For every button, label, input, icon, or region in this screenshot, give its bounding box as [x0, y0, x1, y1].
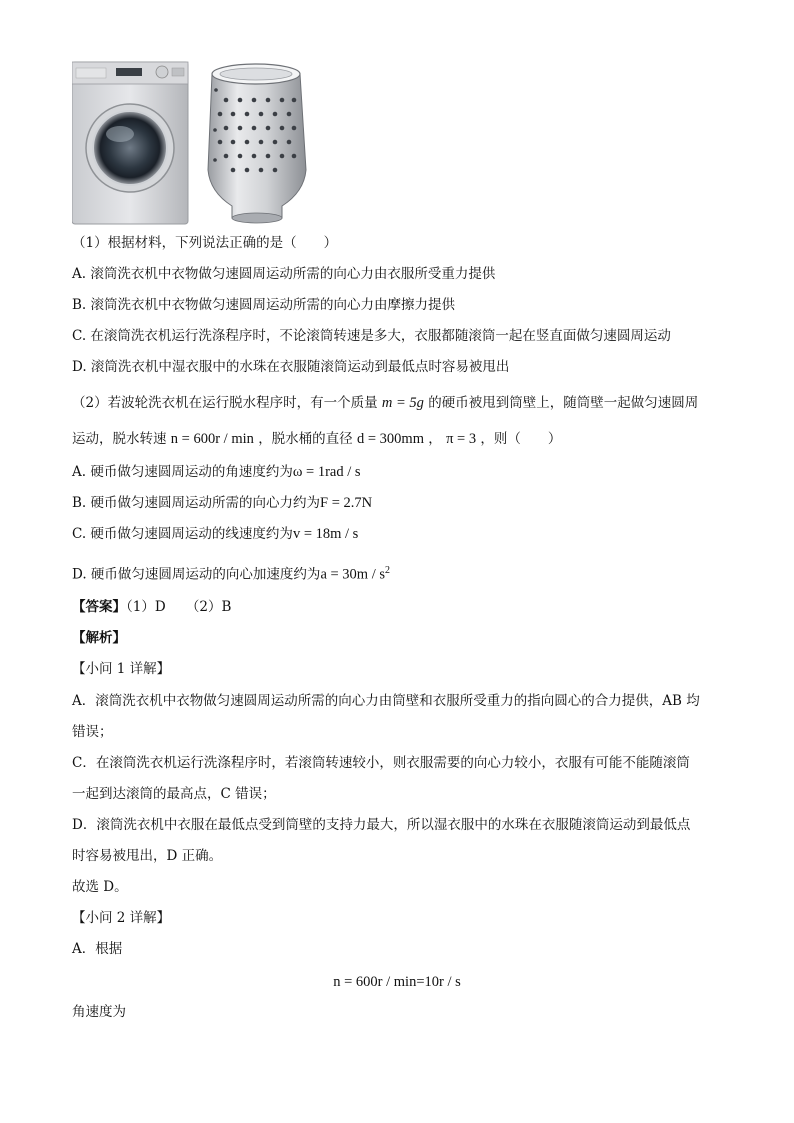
drum-illustration	[208, 64, 306, 223]
q2-line2-post: ，则（ ）	[480, 431, 562, 447]
analysis-label: 【解析】	[72, 630, 126, 646]
q2-option-c-math: v = 18m / s	[292, 526, 359, 542]
sub1-a-line1: A．滚筒洗衣机中衣物做匀速圆周运动所需的向心力由筒壁和衣服所受重力的指向圆心的合力提供，AB 均	[72, 693, 700, 709]
q2-line2-sep: ，	[428, 431, 442, 447]
q2-line2-mid: ，脱水桶的直径	[258, 431, 353, 447]
sub2-omega-line: 角速度为	[72, 1004, 126, 1020]
q1-stem: （1）根据材料，下列说法正确的是（ ）	[72, 235, 338, 251]
q2-option-b	[72, 493, 372, 513]
sub2-label: 【小问 2 详解】	[72, 910, 171, 926]
washing-machine-illustration	[72, 62, 188, 224]
sub1-c-line2: 一起到达滚筒的最高点，C 错误；	[72, 786, 276, 802]
q2-option-a	[72, 462, 361, 482]
figure-illustration	[72, 60, 312, 228]
washing-machine-figures	[72, 60, 312, 228]
q2-mass: m = 5g	[381, 395, 424, 411]
q2-option-d-math: a = 30m / s	[320, 566, 386, 583]
sub2-formula: n = 600r / min=10r / s	[333, 974, 461, 990]
q2-stem-pre: （2）若波轮洗衣机在运行脱水程序时，有一个质量	[72, 395, 378, 411]
q2-option-b-text: B. 硬币做匀速圆周运动所需的向心力约为	[72, 495, 321, 511]
q2-option-d	[72, 561, 390, 585]
sub1-d-line2: 时容易被甩出，D 正确。	[72, 848, 223, 864]
q2-stem-line2	[72, 429, 561, 449]
q2-speed: n = 600r / min	[170, 431, 254, 447]
sub1-choose: 故选 D。	[72, 879, 128, 895]
q2-option-c-text: C. 硬币做匀速圆周运动的线速度约为	[72, 526, 293, 542]
q2-option-c	[72, 524, 358, 544]
sub1-label: 【小问 1 详解】	[72, 661, 171, 677]
sub1-d-line1: D．滚筒洗衣机中衣服在最低点受到筒壁的支持力最大，所以湿衣服中的水珠在衣服随滚筒运动到最低点	[72, 817, 691, 833]
q2-option-d-sup: 2	[385, 565, 391, 576]
q2-stem-line1	[72, 393, 698, 413]
q1-option-b: B. 滚筒洗衣机中衣物做匀速圆周运动所需的向心力由摩擦力提供	[72, 297, 456, 313]
q2-diameter: d = 300mm	[356, 431, 424, 447]
sub2-a-line: A．根据	[72, 941, 123, 957]
q1-option-d: D. 滚筒洗衣机中湿衣服中的水珠在衣服随滚筒运动到最低点时容易被甩出	[72, 359, 510, 375]
q1-option-c: C. 在滚筒洗衣机运行洗涤程序时，不论滚筒转速是多大，衣服都随滚筒一起在竖直面做匀速圆周运动	[72, 328, 671, 344]
q2-option-a-math: ω = 1rad / s	[292, 464, 361, 480]
q2-option-b-math: F = 2.7N	[320, 495, 373, 511]
q2-pi: π = 3	[446, 431, 477, 447]
answer-line	[72, 597, 231, 617]
sub1-c-line1: C．在滚筒洗衣机运行洗涤程序时，若滚筒转速较小，则衣服需要的向心力较小，衣服有可能不能随滚筒	[72, 755, 690, 771]
sub1-a-line2: 错误；	[72, 724, 113, 740]
q2-option-d-text: D. 硬币做匀速圆周运动的向心加速度约为	[72, 566, 321, 583]
answer-text: （1）D （2）B	[126, 599, 232, 615]
q2-stem-post: 的硬币被甩到筒壁上，随筒壁一起做匀速圆周	[428, 395, 699, 411]
q2-option-a-text: A. 硬币做匀速圆周运动的角速度约为	[72, 464, 293, 480]
q2-line2-pre: 运动，脱水转速	[72, 431, 167, 447]
q1-option-a: A. 滚筒洗衣机中衣物做匀速圆周运动所需的向心力由衣服所受重力提供	[72, 266, 496, 282]
answer-label: 【答案】	[72, 599, 126, 615]
